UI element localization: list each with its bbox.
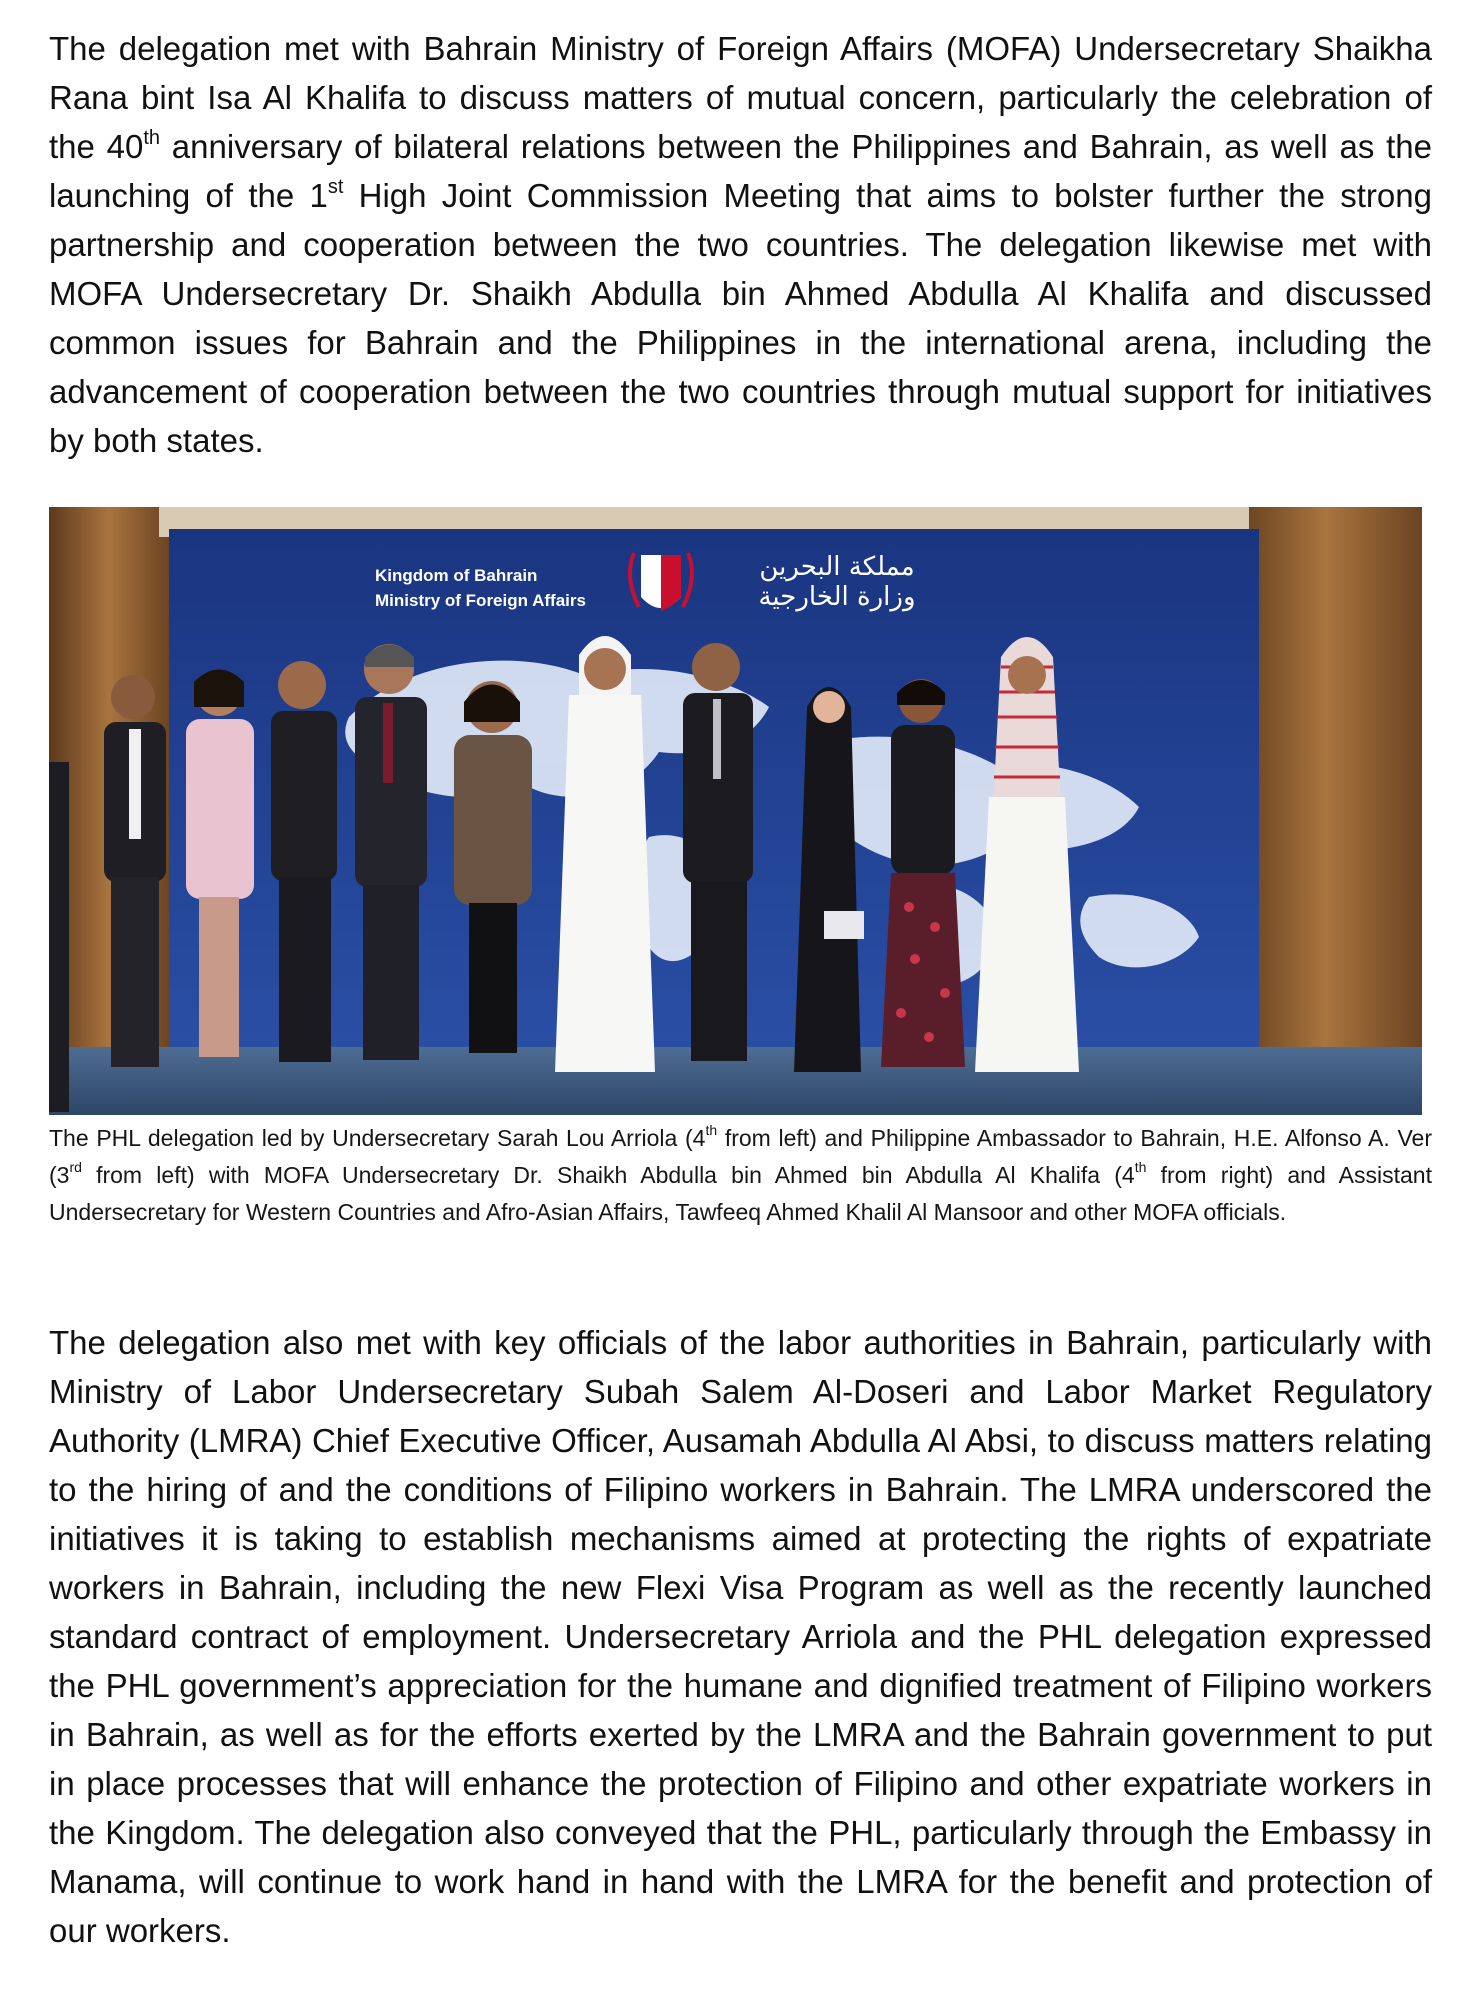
paragraph-text: anniversary of bilateral relations between the Philippines and Bahrain, as well as the launching of the 1 xyxy=(49,128,1433,214)
backdrop-arabic-line2: وزارة الخارجية xyxy=(758,582,916,612)
paragraph-mofa-meeting xyxy=(49,24,1432,465)
caption-text: from right) and Assistant Undersecretary for Western Countries and Afro-Asian Affairs, Tawfeeq Ahmed Khalil Al Mansoor and other MOFA officials. xyxy=(49,1162,1432,1225)
caption-text: from left) with MOFA Undersecretary Dr. Shaikh Abdulla bin Ahmed bin Abdulla Al Khalifa (4 xyxy=(81,1162,1135,1188)
group-photo xyxy=(49,507,1422,1115)
ordinal-superscript: st xyxy=(327,176,344,198)
photo-caption xyxy=(49,1120,1432,1231)
ordinal-superscript: rd xyxy=(69,1159,82,1176)
caption-text: from left) and Philippine Ambassador to Bahrain, H.E. Alfonso A. Ver (3 xyxy=(49,1125,1432,1188)
paragraph-text: The delegation met with Bahrain Ministry of Foreign Affairs (MOFA) Undersecretary Shaikha Rana bint Isa Al Khalifa to discuss matters of mutual concern, particularly the celebration of the 40 xyxy=(49,30,1432,165)
backdrop-title-line1: Kingdom of Bahrain xyxy=(375,566,538,585)
caption-text: The PHL delegation led by Undersecretary Sarah Lou Arriola (4 xyxy=(49,1125,706,1151)
paragraph-labor-meeting: The delegation also met with key officials of the labor authorities in Bahrain, particularly with Ministry of Labor Undersecretary Subah Salem Al-Doseri and Labor Market Regulatory Authority (LMRA) Chief Executive Officer, Ausamah Abdulla Al Absi, to discuss matters relating to the hiring of and the conditions of Filipino workers in Bahrain. The LMRA underscored the initiatives it is taking to establish mechanisms aimed at protecting the rights of expatriate workers in Bahrain, including the new Flexi Visa Program as well as the recently launched standard contract of employment. Undersecretary Arriola and the PHL delegation expressed the PHL government’s appreciation for the humane and dignified treatment of Filipino workers in Bahrain, as well as for the efforts exerted by the LMRA and the Bahrain government to put in place processes that will enhance the protection of Filipino and other expatriate workers in the Kingdom. The delegation also conveyed that the PHL, particularly through the Embassy in Manama, will continue to work hand in hand with the LMRA for the benefit and protection of our workers. xyxy=(49,1324,1432,1949)
backdrop-title-line2: Ministry of Foreign Affairs xyxy=(375,591,586,610)
backdrop-arabic-line1: مملكة البحرين xyxy=(759,552,915,582)
ordinal-superscript: th xyxy=(705,1122,718,1139)
ordinal-superscript: th xyxy=(143,127,161,149)
paragraph-text: High Joint Commission Meeting that aims to bolster further the strong partnership and cooperation between the two countries. The delegation likewise met with MOFA Undersecretary Dr. Shaikh Abdulla bin Ahmed Abdulla Al Khalifa and discussed common issues for Bahrain and the Philippines in the international arena, including the advancement of cooperation between the two countries through mutual support for initiatives by both states. xyxy=(49,177,1432,459)
ordinal-superscript: th xyxy=(1134,1159,1147,1176)
